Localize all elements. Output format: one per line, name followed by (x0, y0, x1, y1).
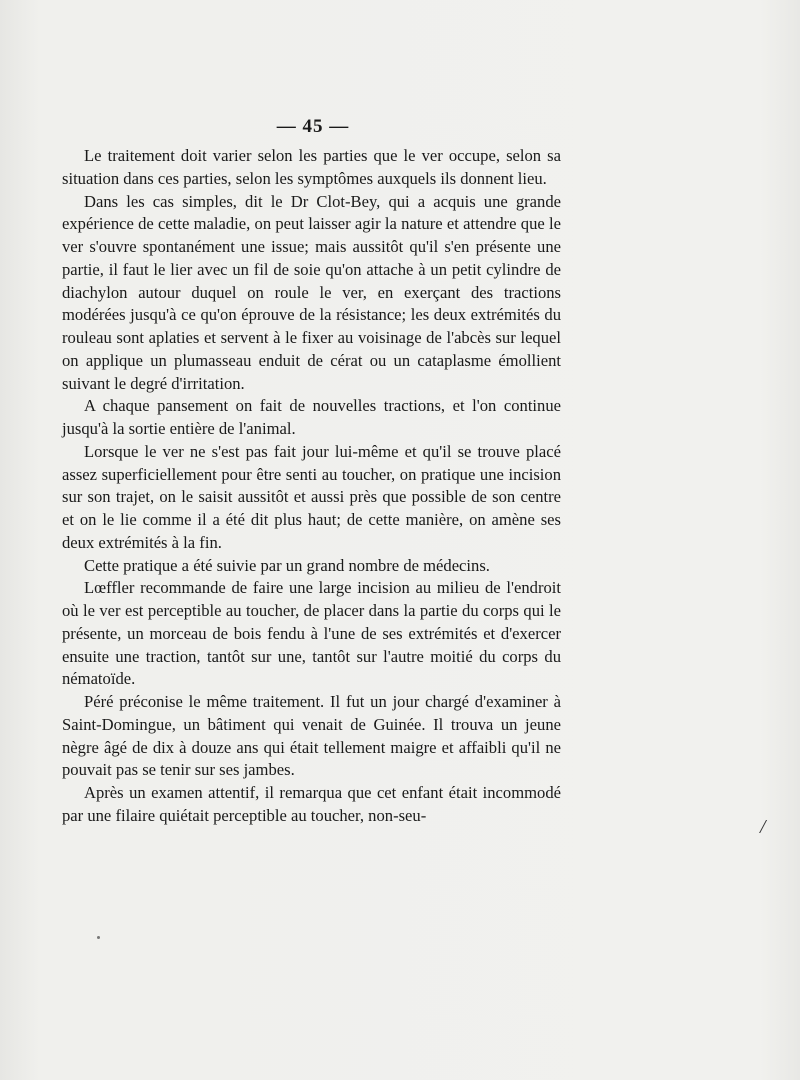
paragraph-8: Après un examen attentif, il remarqua que cet enfant était incommodé par une filaire quiétait perceptible au toucher, non-seu- (62, 783, 561, 825)
paragraph-1: Le traitement doit varier selon les parties que le ver occupe, selon sa situation dans ces parties, selon les symptômes auxquels ils donnent lieu. (62, 146, 561, 188)
paragraph-3: A chaque pansement on fait de nouvelles tractions, et l'on continue jusqu'à la sortie entière de l'animal. (62, 396, 561, 438)
margin-pencil-mark: / (760, 816, 766, 838)
paper-speck (97, 936, 100, 939)
paragraph-4: Lorsque le ver ne s'est pas fait jour lui-même et qu'il se trouve placé assez superficiellement pour être senti au toucher, on pratique une incision sur son trajet, on le saisit aussitôt et aussi près que possible de son centre et on le lie comme il a été dit plus haut; de cette manière, on amène ses deux extrémités à la fin. (62, 441, 561, 552)
paragraph-7: Péré préconise le même traitement. Il fut un jour chargé d'examiner à Saint-Domingue, un bâtiment qui venait de Guinée. Il trouva un jeune nègre âgé de dix à douze ans qui était tellement maigre et affaibli qu'il ne pouvait pas se tenir sur ses jambes. (62, 692, 561, 780)
paragraph-5: Cette pratique a été suivie par un grand nombre de médecins. (84, 555, 490, 575)
page-number: — 45 — (276, 116, 350, 137)
paragraph-6: Lœffler recommande de faire une large incision au milieu de l'endroit où le ver est perceptible au toucher, de placer dans la partie du corps qui le présente, un morceau de bois fendu à l'une de ses extrémités et d'exercer ensuite une traction, tantôt sur une, tantôt sur l'autre moitié du corps du nématoïde. (62, 578, 561, 689)
body-text (62, 145, 561, 828)
paragraph-2: Dans les cas simples, dit le Dr Clot-Bey, qui a acquis une grande expérience de cette maladie, on peut laisser agir la nature et attendre que le ver s'ouvre spontanément une issue; mais aussitôt qu'il s'en présente une partie, il faut le lier avec un fil de soie qu'on attache à un petit cylindre de diachylon autour duquel on roule le ver, en exerçant des tractions modérées jusqu'à ce qu'on éprouve de la résistance; les deux extrémités du rouleau sont aplaties et servent à le fixer au voisinage de l'abcès sur lequel on applique un plumasseau enduit de cérat ou un cataplasme émollient suivant le degré d'irritation. (62, 191, 561, 393)
